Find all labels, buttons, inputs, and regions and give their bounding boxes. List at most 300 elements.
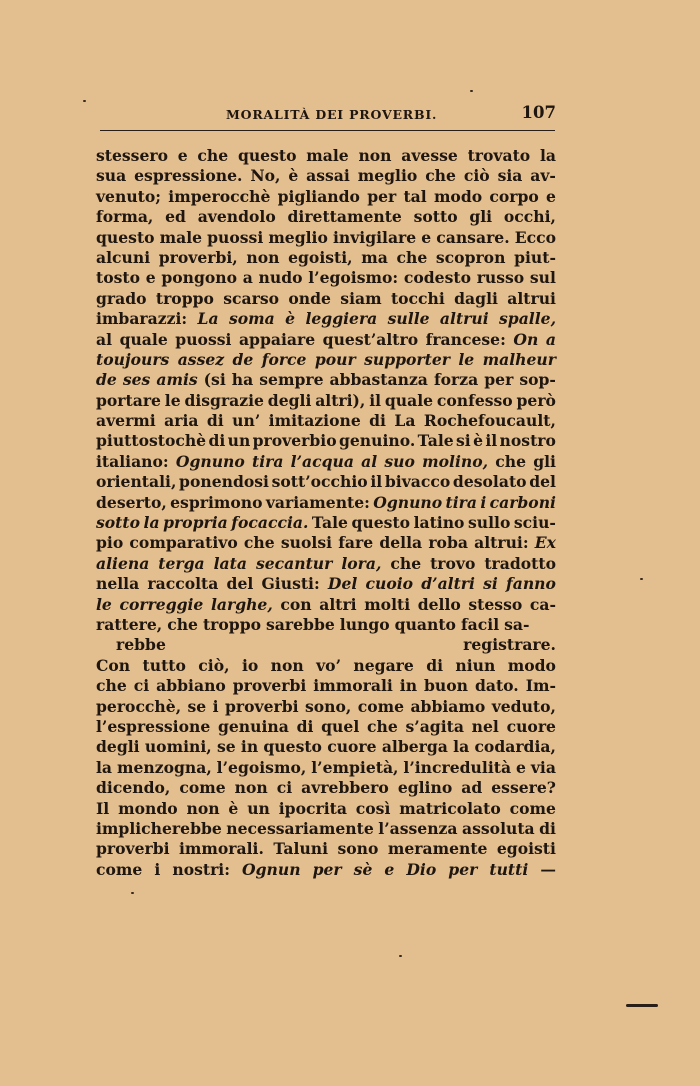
word: essere? (491, 778, 556, 798)
italic-word: a (545, 329, 556, 349)
word: il (370, 472, 383, 492)
word: con (280, 594, 312, 614)
word: sa- (504, 614, 530, 634)
word: comparativo (129, 533, 238, 553)
word: appaiare (238, 329, 316, 349)
word: registrare. (463, 635, 556, 655)
word: confesso (436, 390, 513, 410)
word: pongono (161, 268, 238, 288)
italic-word: si (483, 574, 498, 594)
text-line (96, 860, 556, 880)
italic-word: malheur (482, 349, 556, 369)
word: pigliando (277, 186, 360, 206)
italic-word: pour (314, 349, 356, 369)
word: Il (96, 798, 110, 818)
italic-word: On (513, 329, 539, 349)
text-line (96, 391, 556, 411)
word: sott’occhio (271, 472, 368, 492)
word: ma (361, 247, 388, 267)
word: assoluta (462, 818, 535, 838)
word: sono, (304, 696, 352, 716)
italic-word: suo (384, 451, 415, 471)
italic-word: focaccia. (231, 513, 309, 533)
text-line (96, 717, 556, 737)
italic-word: è (285, 309, 296, 329)
word: rebbe (116, 635, 166, 655)
word: sullo (467, 513, 511, 533)
word: negare (353, 655, 414, 675)
word: e (177, 146, 188, 165)
word: facil (460, 614, 500, 634)
word: sarebbe (266, 614, 335, 634)
italic-word: correggie (119, 594, 204, 614)
word: meglio (268, 227, 328, 247)
word: di (426, 655, 444, 675)
word: uomini, (144, 737, 212, 757)
word: per (367, 186, 397, 206)
text-line (96, 676, 556, 696)
word: avendolo (197, 207, 276, 227)
italic-word: Ognuno (373, 492, 443, 512)
word: egoisti (496, 839, 556, 859)
word: No, (250, 166, 281, 186)
word: imperocchè (168, 186, 271, 206)
word: sotto (413, 207, 458, 227)
word: variamente: (265, 492, 370, 512)
word: quanto (394, 614, 456, 634)
word: fare (338, 533, 374, 553)
word: un (247, 798, 270, 818)
italic-word: per (448, 859, 478, 879)
word: bivacco (384, 472, 451, 492)
word: tocchi (390, 288, 445, 308)
word: sop- (519, 370, 556, 390)
word: che (425, 166, 456, 186)
word: dello (417, 594, 461, 614)
word: cuore (327, 737, 377, 757)
italic-word: cuoio (365, 574, 414, 594)
word: altrui (507, 288, 556, 308)
italic-word: supporter (364, 349, 450, 369)
word: come (357, 696, 405, 716)
word: trovato (467, 146, 531, 165)
word: desolato (452, 472, 527, 492)
paper-speck (399, 955, 402, 957)
word: che (167, 614, 198, 634)
word: tosto (96, 268, 140, 288)
word: cuore (506, 716, 556, 736)
word: di (208, 431, 226, 451)
paper-speck (640, 578, 643, 580)
word: disgrazie (184, 390, 264, 410)
word: aria (164, 411, 199, 431)
word: dicendo, (96, 778, 171, 798)
word: sempre (259, 370, 324, 390)
italic-word: Ognuno (175, 451, 245, 471)
word: sua (96, 166, 127, 186)
word: matricolato (399, 798, 501, 818)
word: quest’altro (322, 329, 419, 349)
word: raccolta (147, 574, 219, 594)
word: nudo (258, 268, 303, 288)
word: l’espressione (96, 716, 211, 736)
word: egoisti, (288, 247, 353, 267)
word: del (529, 472, 556, 492)
word: tradotto (484, 553, 556, 573)
word: i (154, 859, 161, 879)
word: il (485, 431, 498, 451)
word: eglino (397, 778, 453, 798)
word: degli (267, 390, 312, 410)
word: menzogna, (116, 757, 212, 777)
italic-word: propria (163, 513, 228, 533)
word: avesse (401, 146, 458, 165)
text-line (96, 574, 556, 594)
paper-speck (470, 90, 473, 92)
word: niun (455, 655, 496, 675)
word: sul (529, 268, 556, 288)
word: codesto (403, 268, 471, 288)
word: in (240, 737, 259, 757)
text-line (96, 513, 556, 533)
word: che (197, 146, 229, 165)
margin-dash-mark (626, 1004, 658, 1007)
text-line (96, 737, 556, 757)
word: nella (96, 574, 140, 594)
word: questo (351, 513, 411, 533)
word: francese: (425, 329, 506, 349)
italic-word: de (96, 370, 117, 390)
word: di (369, 411, 386, 431)
word: Giusti: (261, 574, 320, 594)
italic-word: toujours (96, 349, 170, 369)
word: come (509, 798, 556, 818)
text-line (96, 452, 556, 472)
word: avrebbero (301, 778, 389, 798)
word: come (179, 778, 226, 798)
word: di (296, 716, 314, 736)
text-line (96, 166, 556, 186)
word: se (187, 696, 207, 716)
italic-word: secantur (255, 553, 333, 573)
word: suolsi (280, 533, 333, 553)
text-line (96, 758, 556, 778)
word: di (539, 818, 556, 838)
italic-word: amis (156, 370, 198, 390)
word: proverbi, (158, 247, 238, 267)
word: che (96, 676, 127, 696)
word: meramente (387, 839, 488, 859)
text-line (96, 554, 556, 574)
word: grado (96, 288, 147, 308)
text-line (96, 330, 556, 350)
word: non (234, 778, 268, 798)
text-line (96, 228, 556, 248)
word: ipocrita (278, 798, 347, 818)
word: per (484, 370, 514, 390)
word: se (216, 737, 236, 757)
word: non (186, 798, 220, 818)
text-line (96, 595, 556, 615)
word: lungo (339, 614, 390, 634)
word: troppo (155, 288, 214, 308)
word: nostro (499, 431, 556, 451)
word: e (421, 227, 432, 247)
text-line (96, 533, 556, 553)
italic-word: d’altri (421, 574, 475, 594)
word: occhi, (503, 207, 556, 227)
word: si (456, 431, 471, 451)
word: sciu- (513, 513, 556, 533)
italic-word: le (96, 594, 112, 614)
italic-word: lora, (341, 553, 382, 573)
text-line (96, 472, 556, 492)
word: scopron (435, 247, 506, 267)
italic-word: aliena (96, 553, 150, 573)
italic-word: tira (252, 451, 284, 471)
text-line (96, 839, 556, 859)
italic-word: leggiera (305, 309, 378, 329)
word: è (473, 431, 483, 451)
word: necessariamente (226, 818, 374, 838)
running-header (96, 105, 556, 127)
word: un’ (232, 411, 261, 431)
word: quel (321, 716, 360, 736)
word: abbiano (156, 676, 226, 696)
word: i (212, 696, 219, 716)
word: direttamente (287, 207, 402, 227)
word: un (227, 431, 251, 451)
word: scarso (223, 288, 280, 308)
word: forma, (96, 207, 154, 227)
word: non (270, 655, 304, 675)
word: però (516, 390, 556, 410)
word: e (145, 268, 156, 288)
word: ci (276, 778, 293, 798)
word: le (164, 390, 181, 410)
italic-word: soma (228, 309, 275, 329)
italic-word: de (232, 349, 254, 369)
word: meglio (357, 166, 418, 186)
word: deserto, (96, 492, 167, 512)
body-text (96, 146, 556, 880)
word: codardia, (474, 737, 556, 757)
word: di (206, 411, 224, 431)
word: alberga (381, 737, 448, 757)
word: modo (433, 186, 483, 206)
word: genuina (217, 716, 289, 736)
word: abbastanza (329, 370, 428, 390)
text-line (96, 207, 556, 227)
italic-word: tutti (489, 859, 529, 879)
word: implicherebbe (96, 818, 222, 838)
word: cansare. (436, 227, 510, 247)
italic-word: terga (158, 553, 205, 573)
text-line (96, 350, 556, 370)
italic-word: sulle (387, 309, 430, 329)
text-line (96, 268, 556, 288)
word: che (396, 247, 428, 267)
word: mondo (118, 798, 178, 818)
paper-speck (83, 100, 86, 102)
word: proverbi (232, 676, 307, 696)
italic-word: molino, (422, 451, 489, 471)
italic-word: spalle, (499, 309, 556, 329)
italic-word: altrui (439, 309, 489, 329)
text-line (96, 778, 556, 798)
word: proverbio (252, 431, 337, 451)
word: roba (428, 533, 468, 553)
word: questo (96, 227, 155, 247)
word: Con (96, 655, 131, 675)
word: piut- (514, 247, 556, 267)
word: La (394, 411, 416, 431)
italic-word: Del (327, 574, 358, 594)
italic-word: e (384, 859, 395, 879)
word: che (495, 451, 527, 471)
word: avermi (96, 411, 156, 431)
word: espressione. (134, 166, 243, 186)
word: ciò, (198, 655, 230, 675)
italic-word: La (197, 309, 219, 329)
word: stessero (96, 146, 168, 165)
italic-word: fanno (506, 574, 556, 594)
word: questo (263, 737, 322, 757)
word: abbiamo (410, 696, 486, 716)
italic-word: i (480, 492, 487, 512)
word: genuino. (338, 431, 416, 451)
word: in (399, 676, 418, 696)
word: non (358, 146, 392, 165)
word: Ecco (514, 227, 556, 247)
word: male (306, 146, 349, 165)
word: invigilare (332, 227, 417, 247)
word: la (453, 737, 470, 757)
word: è (228, 798, 239, 818)
italic-word: sotto (96, 513, 140, 533)
word: imitazione (268, 411, 361, 431)
word: ci (133, 676, 150, 696)
word: altrui: (474, 533, 529, 553)
text-line (96, 493, 556, 513)
word: corpo (489, 186, 539, 206)
word: al (96, 329, 113, 349)
italic-word: carboni (489, 492, 556, 512)
italic-word: larghe, (210, 594, 273, 614)
word: che (390, 553, 422, 573)
text-line (96, 289, 556, 309)
word: proverbi (96, 839, 170, 859)
word: della (379, 533, 423, 553)
header-rule (100, 130, 555, 131)
italic-word: per (312, 859, 342, 879)
text-line (96, 431, 556, 451)
word: esprimono (170, 492, 263, 512)
word: proverbi (224, 696, 299, 716)
word: orientali, (96, 472, 177, 492)
word: veduto, (491, 696, 556, 716)
word: puossi (207, 227, 264, 247)
text-line (96, 799, 556, 819)
word: dagli (454, 288, 498, 308)
text-line (96, 146, 556, 166)
word: Rochefoucault, (423, 411, 556, 431)
word: tutto (142, 655, 186, 675)
word: la (96, 757, 113, 777)
word: via (530, 757, 556, 777)
word: nostri: (172, 859, 230, 879)
word: molti (364, 594, 411, 614)
text-line (96, 656, 556, 676)
italic-word: ses (122, 370, 151, 390)
italic-word: al (361, 451, 378, 471)
word: forza (433, 370, 479, 390)
word: la (539, 146, 556, 165)
running-title: MORALITÀ DEI PROVERBI. (226, 107, 438, 122)
word: ha (231, 370, 254, 390)
word: — (540, 859, 556, 879)
word: altri (319, 594, 357, 614)
word: russo (476, 268, 525, 288)
word: quale (119, 329, 168, 349)
word: immorali (313, 676, 393, 696)
italic-word: Ognun (242, 859, 301, 879)
word: siam (340, 288, 382, 308)
italic-word: le (458, 349, 475, 369)
word: l’empietà, (311, 757, 399, 777)
word: tal (403, 186, 427, 206)
word: piuttostochè (96, 431, 207, 451)
word: e (515, 757, 526, 777)
word: vo’ (316, 655, 342, 675)
text-line (96, 248, 556, 268)
word: (si (203, 370, 226, 390)
italic-word: force (261, 349, 307, 369)
paper-speck (131, 892, 134, 894)
word: italiano: (96, 451, 169, 471)
italic-word: tira (445, 492, 477, 512)
word: che (366, 716, 398, 736)
word: degli (96, 737, 140, 757)
word: Im- (525, 676, 556, 696)
word: av- (530, 166, 556, 186)
word: il (369, 390, 382, 410)
word: male (159, 227, 203, 247)
word: quale (384, 390, 434, 410)
word: Tale (311, 513, 348, 533)
word: modo (507, 655, 556, 675)
text-line (96, 309, 556, 329)
text-line (96, 411, 556, 431)
word: portare (96, 390, 161, 410)
word: rattere, (96, 614, 163, 634)
italic-word: l’acqua (290, 451, 354, 471)
word: imbarazzi: (96, 309, 188, 329)
text-line (96, 187, 556, 207)
word: l’incredulità (403, 757, 512, 777)
word: questo (237, 146, 297, 165)
word: buon (424, 676, 468, 696)
text-line (96, 697, 556, 717)
word: Taluni (273, 839, 329, 859)
word: così (355, 798, 391, 818)
word: venuto; (96, 186, 162, 206)
word: come (96, 859, 143, 879)
word: assai (306, 166, 350, 186)
word: gli (533, 451, 556, 471)
word: io (241, 655, 259, 675)
italic-word: assez (177, 349, 225, 369)
